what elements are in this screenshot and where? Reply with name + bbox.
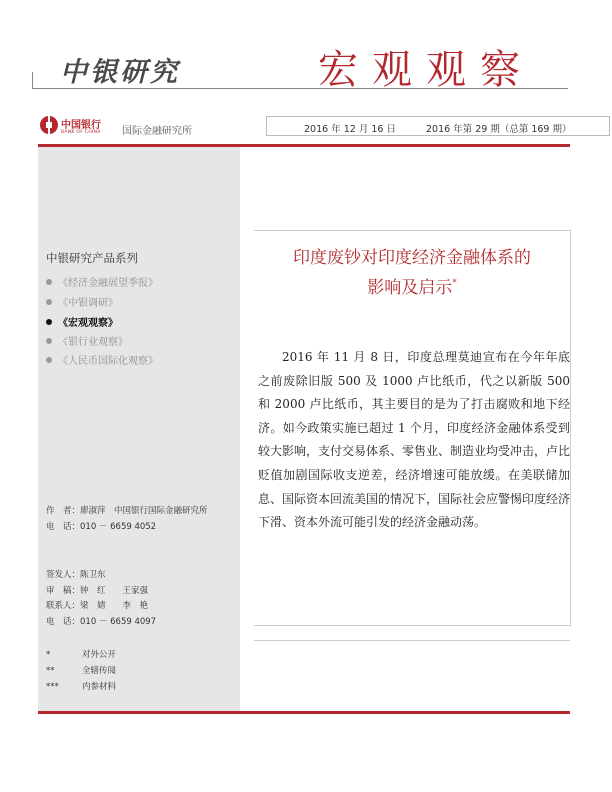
bullet-icon bbox=[46, 319, 52, 325]
bullet-icon bbox=[46, 299, 52, 305]
issue-number: 2016 年第 29 期（总第 169 期） bbox=[426, 124, 572, 135]
confidentiality-public: * 对外公开 bbox=[46, 650, 117, 660]
phone-line: 电 话：010 － 6659 4052 bbox=[46, 522, 157, 532]
publish-date: 2016 年 12 月 16 日 bbox=[304, 124, 396, 135]
confidentiality-restricted: *** 内参材料 bbox=[46, 682, 117, 692]
reviewer-line: 审 稿：钟 红 王家强 bbox=[46, 586, 149, 596]
bullet-icon bbox=[46, 338, 52, 344]
article-title: 印度废钞对印度经济金融体系的 影响及启示* bbox=[293, 248, 531, 298]
product-item: 《中银调研》 bbox=[46, 294, 118, 309]
product-item: 《经济金融展望季报》 bbox=[46, 274, 158, 289]
institute-name: 国际金融研究所 bbox=[122, 126, 192, 137]
contact-line: 联系人：梁 婧 李 艳 bbox=[46, 601, 149, 611]
bank-name-cn: 中国银行 bbox=[61, 120, 101, 131]
bullet-icon bbox=[46, 279, 52, 285]
bank-of-china-logo-icon bbox=[40, 116, 58, 134]
phone2-line: 电 话：010 － 6659 4097 bbox=[46, 617, 157, 627]
confidentiality-internal: ** 全辖传阅 bbox=[46, 666, 117, 676]
brand-underline-tick bbox=[32, 72, 33, 88]
series-title: 宏观观察 bbox=[318, 47, 534, 93]
bullet-icon bbox=[46, 357, 52, 363]
article-abstract: 2016 年 11 月 8 日，印度总理莫迪宣布在今年年底之前废除旧版 500 及 1000 卢比纸币，代之以新版 500 和 2000 卢比纸币，其主要目的是为了打击腐败和地下经济。如今政策实施已超过 1 个月，印度经济金融体系受到较大影响，支付交易体系、零售业、制造业均受冲击，卢比贬值加剧国际收支逆差，经济增速可能放缓。在美联储加息、国际资本回流美国的情况下，国际社会应警惕印度经济下滑、资本外流可能引发的经济金融动荡。 bbox=[258, 350, 571, 530]
products-title: 中银研究产品系列 bbox=[46, 251, 138, 265]
brand-wordmark: 中银研究 bbox=[60, 57, 180, 88]
product-item: 《银行业观察》 bbox=[46, 333, 128, 348]
signer-line: 签发人：陈卫东 bbox=[46, 570, 106, 580]
author-line: 作 者：廖淑萍 中国银行国际金融研究所 bbox=[46, 506, 208, 516]
bank-name-en: BANK OF CHINA bbox=[61, 130, 101, 135]
product-item: 《人民币国际化观察》 bbox=[46, 352, 158, 367]
bottom-divider bbox=[38, 711, 570, 714]
content-divider bbox=[254, 640, 570, 641]
product-item-active: 《宏观观察》 bbox=[46, 314, 118, 329]
